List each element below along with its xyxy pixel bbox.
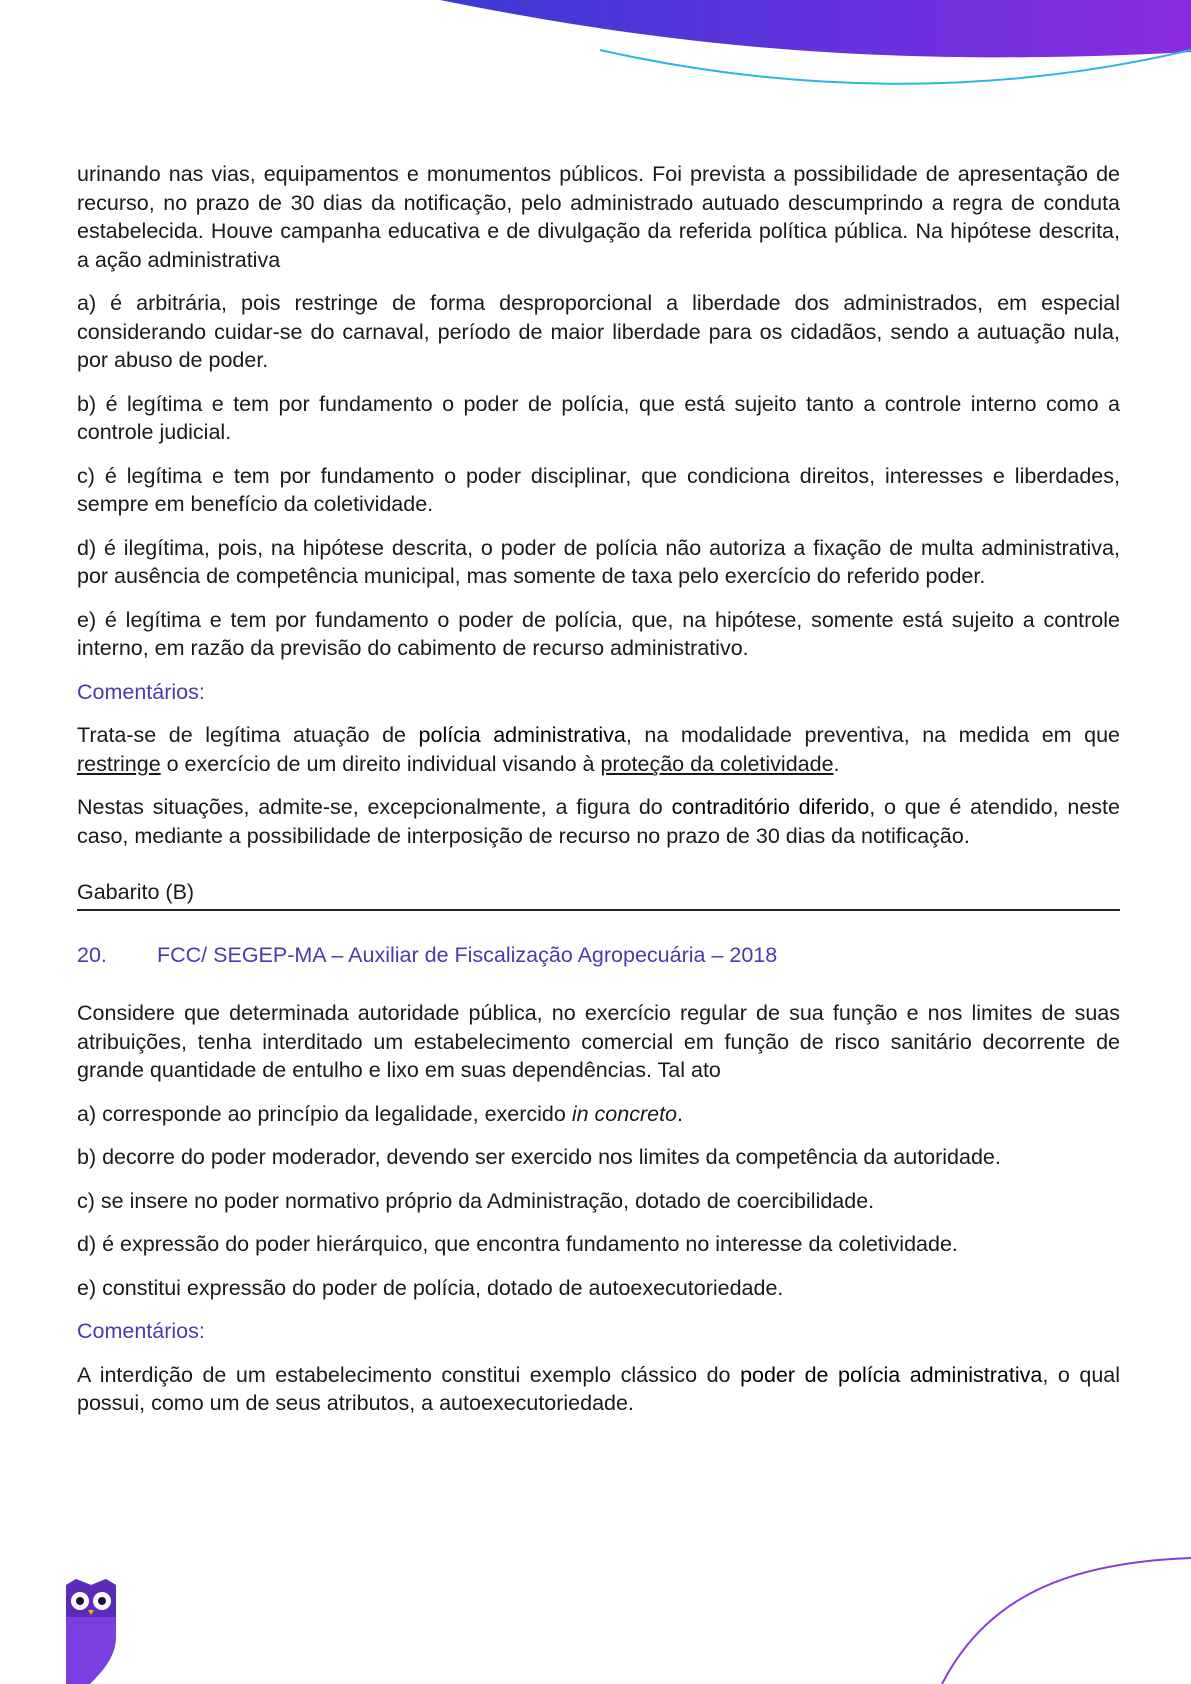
footer-curve-decoration [930,1550,1191,1684]
question-20-comment: A interdição de um estabelecimento constitui exemplo clássico do poder de polícia administrativa, o qual possui, como um de seus atributos, a autoexecutoriedade. [77,1362,1121,1415]
underlined-protecao-coletividade: proteção da coletividade [600,751,834,776]
comment-paragraph-2: Nestas situações, admite-se, excepcionalmente, a figura do contraditório diferido, o que é atendido, neste caso, mediante a possibilidade de interposição de recurso no prazo de 30 dias da notificação. [77,795,1120,848]
option-b: b) é legítima e tem por fundamento o poder de polícia, que está sujeito tanto a controle interno como a controle judicial. [77,391,1120,444]
question-20-option-c: c) se insere no poder normativo próprio da Administração, dotado de coercibilidade. [77,1188,875,1213]
answer-key: Gabarito (B) [77,878,1120,911]
question-source: FCC/ SEGEP-MA – Auxiliar de Fiscalização Agropecuária – 2018 [157,942,778,967]
question-20-option-a: a) corresponde ao princípio da legalidade, exercido in concreto. [77,1101,683,1126]
italic-in-concreto: in concreto [571,1101,677,1126]
emphasis-poder-de-policia: poder de polícia administrativa [740,1362,1043,1387]
question-20-option-b: b) decorre do poder moderador, devendo ser exercido nos limites da competência da autoridade. [77,1145,1001,1169]
question-number: 20. [77,942,107,967]
header-gradient-decoration [0,0,1191,100]
emphasis-contraditorio-diferido: contraditório diferido [671,795,870,819]
question-20-option-e: e) constitui expressão do poder de polícia, dotado de autoexecutoriedade. [77,1275,784,1300]
question-stem-continued: urinando nas vias, equipamentos e monumentos públicos. Foi prevista a possibilidade de apresentação de recurso, no prazo de 30 dias da notificação, pelo administrado autuado descumprindo a regra de conduta estabelecida. Houve campanha educativa e de divulgação da referida política pública. Na hipótese descrita, a ação administrativa [77,162,1120,272]
option-c: c) é legítima e tem por fundamento o poder disciplinar, que condiciona direitos, interesses e liberdades, sempre em benefício da coletividade. [77,463,1120,516]
emphasis-policia-administrativa: polícia administrativa [418,723,626,747]
page-content [77,160,1120,1433]
question-20-stem: Considere que determinada autoridade pública, no exercício regular de sua função e nos limites de suas atribuições, tenha interditado um estabelecimento comercial em função de risco sanitário decorrente de grande quantidade de entulho e lixo em suas dependências. Tal ato [77,1001,1120,1082]
option-d: d) é ilegítima, pois, na hipótese descrita, o poder de polícia não autoriza a fixação de multa administrativa, por ausência de competência municipal, mas somente de taxa pelo exercício do referido poder. [77,535,1120,588]
comment-paragraph-1: Trata-se de legítima atuação de polícia administrativa, na modalidade preventiva, na medida em que restringe o exercício de um direito individual visando à proteção da coletividade. [77,723,1120,776]
underlined-restringe: restringe [77,751,161,776]
option-e: e) é legítima e tem por fundamento o poder de polícia, que, na hipótese, somente está sujeito a controle interno, em razão da previsão do cabimento de recurso administrativo. [77,607,1120,660]
question-20-comments-label: Comentários: [77,1319,205,1343]
owl-logo-icon [62,1577,120,1684]
question-20-header [77,941,1120,970]
question-20-option-d: d) é expressão do poder hierárquico, que encontra fundamento no interesse da coletividade. [77,1232,958,1256]
option-a: a) é arbitrária, pois restringe de forma desproporcional a liberdade dos administrados, em especial considerando cuidar-se do carnaval, período de maior liberdade para os cidadãos, sendo a autuação nula, por abuso de poder. [77,291,1120,372]
comments-label: Comentários: [77,679,205,704]
